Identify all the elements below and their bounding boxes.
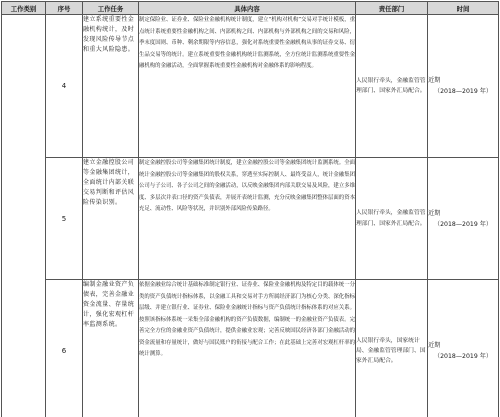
time-label: 近期 — [428, 209, 441, 217]
content-cell: 制定保险业、证券业、保险业金融机构统计制度，建立“机构对机构”交易对手统计模板，重点统计系统重要性金融机构之间、内部机构之间、内部机构与外部机构之间的交易和风险，季末度国则、币种、剩余期限等内容信息，强化对系统重要性金融机构从事的证券交易、衍生品交易等的统计。建立系统重要性金融机构统计监测系统，全方位统计监测系统重要性金融机构的金融活动，全面掌握系统重要性金融机构对金融体系的影响程度。 — [139, 15, 356, 158]
seq-cell: 5 — [46, 158, 83, 280]
dept-cell: 人民银行牵头，金融监管管理部门、国家外汇局配合。 — [356, 158, 428, 280]
time-range: （2018—2019 年） — [433, 353, 493, 360]
time-range: （2018—2019 年） — [433, 220, 493, 228]
content-cell: 依据金融业综合统计基础标准制定银行业、证券业、保险业金融机构及特定目的载体统一分类的资产负债统计指标体系，以金融工具和交易对手方所属经济部门为核心分类、深化指标层级、并建立银行业、证券业、保险业金融统计指标与资产负债统计指标体系的对应关系。按照该指标体系统一采集全部金融机构的资产负债数据，编制统一的金融业资产负债表。完善完全方位的金融业资产负债统计，提供金融业宏观；完善反映国民经济各部门金融活动的资金流量和存量统计，做好与国民账户的衔接与配合工作；在此基础上完善对宏观杠杆率的统计测算。 — [139, 280, 356, 417]
seq-cell: 6 — [46, 280, 83, 417]
time-label: 近期 — [428, 342, 441, 349]
task-cell: 建立金融控股公司等金融集团统计，全面统计内部关联交易判断和评估风险传染识别。 — [83, 158, 139, 280]
time-cell — [428, 158, 499, 280]
content-cell: 制定金融控股公司等金融集团统计制度，建立金融控股公司等金融集团统计监测系统。全面统计金融控股公司等金融集团的股权关系，穿透至实际控制人、最终受益人，统计金融集团公司与子公司、各子公司之间的金融活动，以反映金融集团内部关联交易及风险，建立多维度、多层次并表口径的资产负债表，并展开表统计监测，充分反映金融集团整体层面的资本充足、流动性、风险等状况，并识别外部风险传染路径。 — [139, 158, 356, 280]
time-range: （2018—2019 年） — [433, 88, 493, 95]
time-cell — [428, 280, 499, 417]
header-seq: 序号 — [46, 2, 83, 15]
header-time: 时间 — [428, 2, 499, 15]
time-label: 近期 — [428, 77, 441, 84]
task-cell: 编制金融业资产负债表，完善金融业资金流量、存量统计，强化宏观杠杆率监测系统。 — [83, 280, 139, 417]
category-cell — [2, 15, 46, 417]
header-content: 具体内容 — [139, 2, 356, 15]
header-task: 工作任务 — [83, 2, 139, 15]
table-row — [2, 15, 499, 158]
table-row — [2, 158, 499, 280]
header-dept: 责任部门 — [356, 2, 428, 15]
table-row — [2, 280, 499, 417]
table-header-row — [2, 2, 499, 15]
seq-cell: 4 — [46, 15, 83, 158]
dept-cell: 人民银行牵头，国家统计局、金融监管管理部门、国家外汇局配合。 — [356, 280, 428, 417]
header-category: 工作类别 — [2, 2, 46, 15]
task-cell: 建立系统重要性金融机构统计，及时发现风险传导节点和重大风险隐患。 — [83, 15, 139, 158]
dept-cell: 人民银行牵头，金融监管管理部门、国家外汇局配合。 — [356, 15, 428, 158]
work-plan-table — [1, 1, 499, 417]
time-cell — [428, 15, 499, 158]
